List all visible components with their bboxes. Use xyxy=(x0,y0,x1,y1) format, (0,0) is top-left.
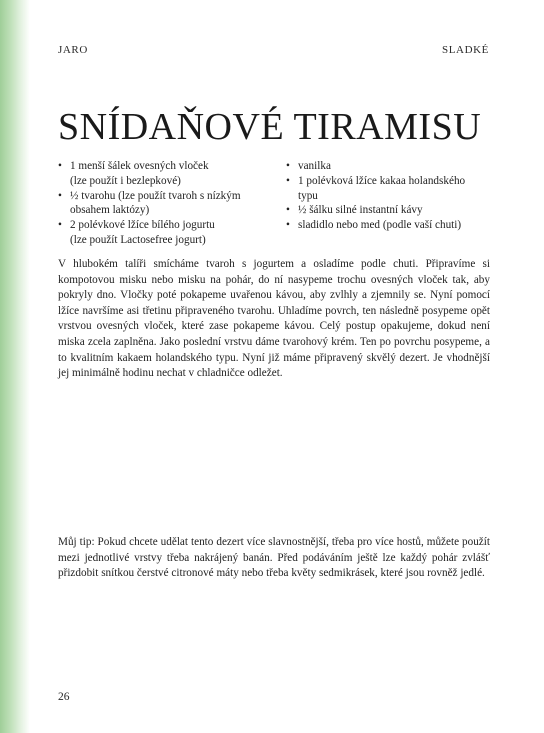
ingredient-text: vanilka xyxy=(298,160,331,172)
ingredient-text: sladidlo nebo med (podle vaší chuti) xyxy=(298,219,462,232)
header-category: SLADKÉ xyxy=(442,44,489,56)
green-margin-band xyxy=(0,0,30,733)
ingredients-column-right xyxy=(286,159,486,248)
ingredient-item xyxy=(58,218,286,248)
recipe-tip: Můj tip: Pokud chcete udělat tento dezert více slavnostnější, třeba pro více hostů, můžete použít mezi jednotlivé vrstvy třeba nakrájený banán. Před podáváním ještě lze každý pohár zvlášť přizdobit snítkou čerstvé citronové máty nebo třeba květy sedmikrásek, které jsou rovněž jedlé. xyxy=(58,536,490,580)
ingredient-note: (lze použít i bezlepkové) xyxy=(70,174,181,187)
ingredient-note: typu xyxy=(298,189,318,202)
ingredient-note: obsahem laktózy) xyxy=(70,204,150,217)
recipe-title: SNÍDAŇOVÉ TIRAMISU xyxy=(58,106,482,148)
ingredients-column-left xyxy=(58,159,286,248)
ingredient-item xyxy=(286,159,486,174)
bullet-icon: • xyxy=(286,174,290,187)
bullet-icon: • xyxy=(58,160,62,172)
running-header xyxy=(58,44,489,56)
ingredient-text: 1 polévková lžíce kakaa holandského xyxy=(298,174,466,187)
ingredient-item xyxy=(286,174,486,204)
header-season: JARO xyxy=(58,44,88,56)
ingredient-item xyxy=(286,203,486,218)
bullet-icon: • xyxy=(58,219,62,232)
ingredient-item xyxy=(286,218,486,233)
ingredient-note: (lze použít Lactosefree jogurt) xyxy=(70,233,206,246)
ingredient-item xyxy=(58,159,286,189)
recipe-instructions: V hlubokém talíři smícháme tvaroh s jogurtem a osladíme podle chuti. Připravíme si kompotovou misku nebo misku na pohár, do ní nasypeme trochu ovesných vloček tak, aby pokryly dno. Vločky poté pokapeme uvařenou kávou, aby zvlhly a zjemnily se. Nyní pomocí lžíce navršíme asi třetinu připraveného tvarohu. Uhladíme povrch, ten následně posypeme opět vrstvou ovesných vloček, které zase pokapeme kávou. Celý postup opakujeme, dokud není miska zcela zaplněna. Jako poslední vrstvu dáme tvarohový krém. Ten po povrchu posypeme, a to kvalitním kakaem holandského typu. Nyní již máme připravený skvělý dezert. Je vhodnější jej minimálně hodinu nechat v chladničce odležet. xyxy=(58,258,490,380)
ingredient-text: 2 polévkové lžíce bílého jogurtu xyxy=(70,219,215,232)
page-number: 26 xyxy=(58,691,70,703)
ingredients-list xyxy=(58,159,488,248)
ingredient-text: ½ šálku silné instantní kávy xyxy=(298,204,423,217)
bullet-icon: • xyxy=(286,219,290,232)
ingredient-text: ½ tvarohu (lze použít tvaroh s nízkým xyxy=(70,189,241,202)
bullet-icon: • xyxy=(286,160,290,172)
ingredient-item xyxy=(58,189,286,219)
ingredient-text: 1 menší šálek ovesných vloček xyxy=(70,160,209,172)
bullet-icon: • xyxy=(286,204,290,217)
bullet-icon: • xyxy=(58,189,62,202)
